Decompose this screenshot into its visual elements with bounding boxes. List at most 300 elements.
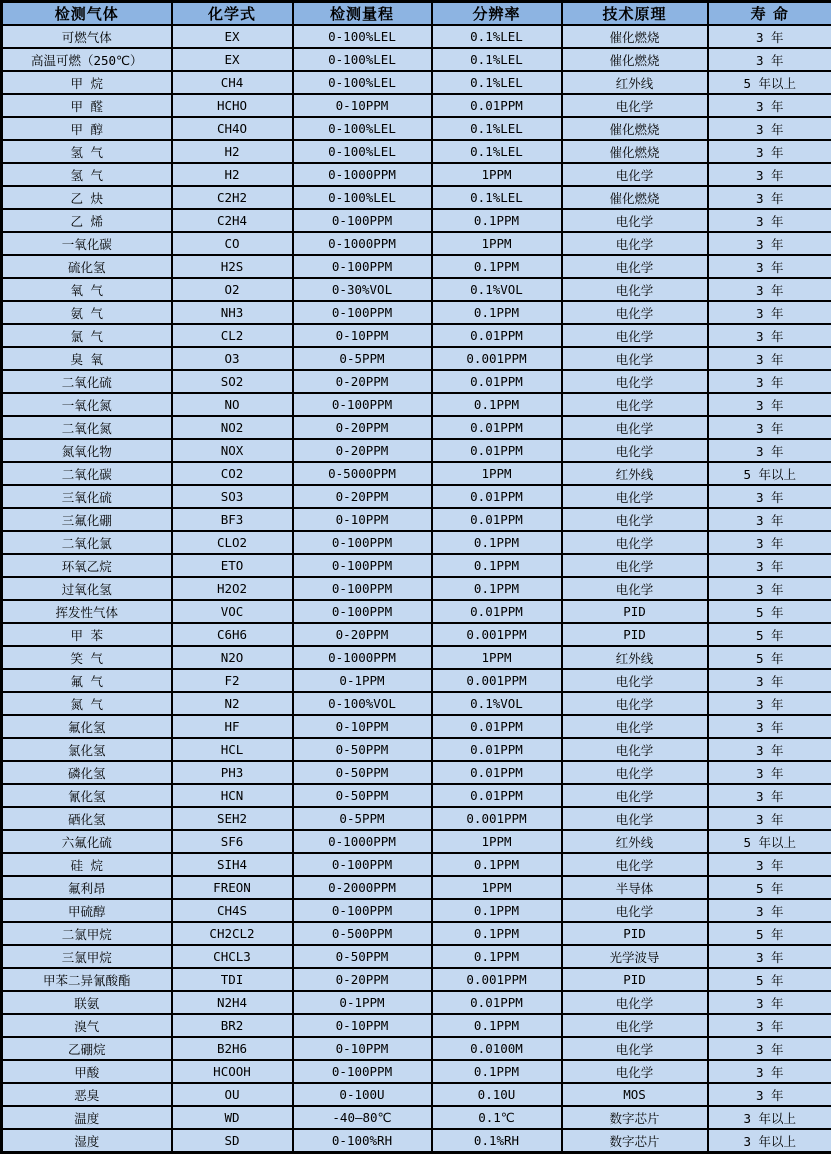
- principle-cell: 红外线: [562, 646, 708, 669]
- table-row: [2, 393, 831, 416]
- range-cell: 0-1000PPM: [293, 830, 432, 853]
- principle-cell: PID: [562, 623, 708, 646]
- resolution-cell: 0.01PPM: [432, 439, 562, 462]
- table-row: [2, 370, 831, 393]
- lifespan-cell: 3 年: [708, 991, 831, 1014]
- principle-cell: 红外线: [562, 830, 708, 853]
- header-chemical-formula: 化学式: [172, 2, 293, 26]
- formula-cell: SF6: [172, 830, 293, 853]
- gas-name-cell: 三氧化硫: [2, 485, 172, 508]
- lifespan-cell: 3 年: [708, 945, 831, 968]
- range-cell: 0-10PPM: [293, 508, 432, 531]
- range-cell: 0-100%RH: [293, 1129, 432, 1153]
- resolution-cell: 0.01PPM: [432, 600, 562, 623]
- header-technology-principle: 技术原理: [562, 2, 708, 26]
- formula-cell: SIH4: [172, 853, 293, 876]
- table-row: [2, 508, 831, 531]
- formula-cell: H2: [172, 163, 293, 186]
- principle-cell: 电化学: [562, 669, 708, 692]
- gas-name-cell: 硅 烷: [2, 853, 172, 876]
- gas-name-cell: 氯 气: [2, 324, 172, 347]
- table-row: [2, 186, 831, 209]
- formula-cell: CH4: [172, 71, 293, 94]
- range-cell: 0-20PPM: [293, 623, 432, 646]
- range-cell: 0-1000PPM: [293, 232, 432, 255]
- table-row: [2, 784, 831, 807]
- range-cell: 0-2000PPM: [293, 876, 432, 899]
- range-cell: 0-10PPM: [293, 94, 432, 117]
- lifespan-cell: 5 年: [708, 600, 831, 623]
- resolution-cell: 0.1PPM: [432, 899, 562, 922]
- formula-cell: HF: [172, 715, 293, 738]
- gas-name-cell: 温度: [2, 1106, 172, 1129]
- range-cell: 0-100U: [293, 1083, 432, 1106]
- formula-cell: ETO: [172, 554, 293, 577]
- range-cell: 0-20PPM: [293, 968, 432, 991]
- lifespan-cell: 3 年: [708, 1014, 831, 1037]
- lifespan-cell: 3 年: [708, 232, 831, 255]
- principle-cell: 电化学: [562, 416, 708, 439]
- range-cell: 0-1000PPM: [293, 163, 432, 186]
- formula-cell: O2: [172, 278, 293, 301]
- principle-cell: 电化学: [562, 1037, 708, 1060]
- principle-cell: 电化学: [562, 439, 708, 462]
- formula-cell: PH3: [172, 761, 293, 784]
- table-row: [2, 324, 831, 347]
- range-cell: 0-10PPM: [293, 1014, 432, 1037]
- gas-name-cell: 硒化氢: [2, 807, 172, 830]
- lifespan-cell: 3 年: [708, 1060, 831, 1083]
- range-cell: 0-100PPM: [293, 301, 432, 324]
- table-row: [2, 1037, 831, 1060]
- principle-cell: 电化学: [562, 899, 708, 922]
- gas-name-cell: 氢 气: [2, 163, 172, 186]
- principle-cell: 电化学: [562, 531, 708, 554]
- formula-cell: TDI: [172, 968, 293, 991]
- formula-cell: SO2: [172, 370, 293, 393]
- lifespan-cell: 5 年以上: [708, 462, 831, 485]
- resolution-cell: 0.1PPM: [432, 531, 562, 554]
- formula-cell: C2H4: [172, 209, 293, 232]
- table-row: [2, 416, 831, 439]
- table-row: [2, 623, 831, 646]
- range-cell: 0-100PPM: [293, 853, 432, 876]
- table-row: [2, 462, 831, 485]
- formula-cell: BR2: [172, 1014, 293, 1037]
- table-row: [2, 876, 831, 899]
- lifespan-cell: 5 年: [708, 922, 831, 945]
- range-cell: 0-20PPM: [293, 370, 432, 393]
- principle-cell: PID: [562, 922, 708, 945]
- resolution-cell: 0.1PPM: [432, 853, 562, 876]
- gas-name-cell: 氨 气: [2, 301, 172, 324]
- resolution-cell: 0.01PPM: [432, 324, 562, 347]
- formula-cell: HCHO: [172, 94, 293, 117]
- resolution-cell: 0.1PPM: [432, 1014, 562, 1037]
- resolution-cell: 0.01PPM: [432, 991, 562, 1014]
- header-detection-range: 检测量程: [293, 2, 432, 26]
- resolution-cell: 0.1PPM: [432, 255, 562, 278]
- range-cell: 0-100%LEL: [293, 48, 432, 71]
- gas-name-cell: 氮氧化物: [2, 439, 172, 462]
- principle-cell: 电化学: [562, 324, 708, 347]
- table-row: [2, 945, 831, 968]
- table-row: [2, 278, 831, 301]
- resolution-cell: 0.10U: [432, 1083, 562, 1106]
- formula-cell: N2O: [172, 646, 293, 669]
- range-cell: 0-50PPM: [293, 784, 432, 807]
- formula-cell: H2O2: [172, 577, 293, 600]
- header-lifespan: 寿 命: [708, 2, 831, 26]
- range-cell: 0-20PPM: [293, 485, 432, 508]
- gas-name-cell: 乙 炔: [2, 186, 172, 209]
- lifespan-cell: 3 年: [708, 186, 831, 209]
- range-cell: 0-50PPM: [293, 761, 432, 784]
- formula-cell: WD: [172, 1106, 293, 1129]
- gas-name-cell: 三氯甲烷: [2, 945, 172, 968]
- range-cell: 0-100%LEL: [293, 140, 432, 163]
- lifespan-cell: 3 年: [708, 669, 831, 692]
- resolution-cell: 0.01PPM: [432, 94, 562, 117]
- gas-name-cell: 三氟化硼: [2, 508, 172, 531]
- lifespan-cell: 3 年: [708, 48, 831, 71]
- table-row: [2, 1083, 831, 1106]
- resolution-cell: 0.1PPM: [432, 945, 562, 968]
- resolution-cell: 0.1PPM: [432, 922, 562, 945]
- range-cell: 0-100PPM: [293, 531, 432, 554]
- table-header: [2, 2, 831, 26]
- gas-name-cell: 环氧乙烷: [2, 554, 172, 577]
- range-cell: 0-100PPM: [293, 600, 432, 623]
- table-row: [2, 853, 831, 876]
- gas-name-cell: 二氧化硫: [2, 370, 172, 393]
- lifespan-cell: 3 年: [708, 439, 831, 462]
- principle-cell: 电化学: [562, 577, 708, 600]
- principle-cell: 数字芯片: [562, 1129, 708, 1153]
- range-cell: 0-30%VOL: [293, 278, 432, 301]
- formula-cell: EX: [172, 25, 293, 48]
- formula-cell: EX: [172, 48, 293, 71]
- table-row: [2, 761, 831, 784]
- formula-cell: SO3: [172, 485, 293, 508]
- table-row: [2, 48, 831, 71]
- formula-cell: HCL: [172, 738, 293, 761]
- lifespan-cell: 3 年: [708, 209, 831, 232]
- header-gas-name: 检测气体: [2, 2, 172, 26]
- range-cell: 0-100%LEL: [293, 186, 432, 209]
- table-row: [2, 25, 831, 48]
- resolution-cell: 0.001PPM: [432, 623, 562, 646]
- range-cell: 0-100PPM: [293, 899, 432, 922]
- gas-name-cell: 溴气: [2, 1014, 172, 1037]
- formula-cell: CHCL3: [172, 945, 293, 968]
- principle-cell: PID: [562, 600, 708, 623]
- principle-cell: 催化燃烧: [562, 25, 708, 48]
- resolution-cell: 0.1PPM: [432, 301, 562, 324]
- table-row: [2, 209, 831, 232]
- range-cell: 0-5000PPM: [293, 462, 432, 485]
- principle-cell: 催化燃烧: [562, 140, 708, 163]
- range-cell: 0-20PPM: [293, 439, 432, 462]
- principle-cell: 催化燃烧: [562, 117, 708, 140]
- lifespan-cell: 3 年: [708, 94, 831, 117]
- formula-cell: CO: [172, 232, 293, 255]
- principle-cell: 电化学: [562, 1060, 708, 1083]
- lifespan-cell: 3 年: [708, 807, 831, 830]
- resolution-cell: 0.001PPM: [432, 669, 562, 692]
- formula-cell: N2: [172, 692, 293, 715]
- resolution-cell: 0.1PPM: [432, 577, 562, 600]
- resolution-cell: 0.1%LEL: [432, 48, 562, 71]
- principle-cell: 电化学: [562, 232, 708, 255]
- gas-name-cell: 一氧化碳: [2, 232, 172, 255]
- formula-cell: FREON: [172, 876, 293, 899]
- formula-cell: SD: [172, 1129, 293, 1153]
- resolution-cell: 0.01PPM: [432, 485, 562, 508]
- resolution-cell: 0.001PPM: [432, 807, 562, 830]
- lifespan-cell: 3 年: [708, 301, 831, 324]
- gas-name-cell: 氮 气: [2, 692, 172, 715]
- lifespan-cell: 3 年: [708, 416, 831, 439]
- lifespan-cell: 3 年: [708, 278, 831, 301]
- principle-cell: 电化学: [562, 554, 708, 577]
- gas-name-cell: 臭 氧: [2, 347, 172, 370]
- resolution-cell: 0.1PPM: [432, 393, 562, 416]
- gas-name-cell: 氯化氢: [2, 738, 172, 761]
- range-cell: 0-50PPM: [293, 945, 432, 968]
- table-row: [2, 692, 831, 715]
- gas-name-cell: 湿度: [2, 1129, 172, 1153]
- gas-name-cell: 甲苯二异氰酸酯: [2, 968, 172, 991]
- resolution-cell: 1PPM: [432, 646, 562, 669]
- range-cell: 0-5PPM: [293, 347, 432, 370]
- lifespan-cell: 3 年: [708, 761, 831, 784]
- resolution-cell: 0.1PPM: [432, 1060, 562, 1083]
- lifespan-cell: 3 年: [708, 485, 831, 508]
- formula-cell: CH4O: [172, 117, 293, 140]
- principle-cell: 电化学: [562, 485, 708, 508]
- formula-cell: CL2: [172, 324, 293, 347]
- gas-name-cell: 氟化氢: [2, 715, 172, 738]
- header-resolution: 分辨率: [432, 2, 562, 26]
- lifespan-cell: 3 年以上: [708, 1129, 831, 1153]
- table-row: [2, 899, 831, 922]
- principle-cell: 半导体: [562, 876, 708, 899]
- resolution-cell: 1PPM: [432, 232, 562, 255]
- table-row: [2, 140, 831, 163]
- range-cell: 0-100%LEL: [293, 71, 432, 94]
- gas-name-cell: 笑 气: [2, 646, 172, 669]
- formula-cell: CO2: [172, 462, 293, 485]
- lifespan-cell: 3 年: [708, 508, 831, 531]
- gas-name-cell: 磷化氢: [2, 761, 172, 784]
- formula-cell: OU: [172, 1083, 293, 1106]
- principle-cell: 电化学: [562, 738, 708, 761]
- table-row: [2, 646, 831, 669]
- range-cell: 0-50PPM: [293, 738, 432, 761]
- table-row: [2, 922, 831, 945]
- lifespan-cell: 3 年: [708, 738, 831, 761]
- gas-name-cell: 六氟化硫: [2, 830, 172, 853]
- lifespan-cell: 5 年以上: [708, 71, 831, 94]
- gas-name-cell: 二氧化氯: [2, 531, 172, 554]
- principle-cell: 红外线: [562, 462, 708, 485]
- formula-cell: NO2: [172, 416, 293, 439]
- lifespan-cell: 3 年: [708, 324, 831, 347]
- table-row: [2, 94, 831, 117]
- table-row: [2, 485, 831, 508]
- range-cell: 0-100PPM: [293, 255, 432, 278]
- gas-name-cell: 二氧化碳: [2, 462, 172, 485]
- gas-name-cell: 恶臭: [2, 1083, 172, 1106]
- resolution-cell: 0.1℃: [432, 1106, 562, 1129]
- table-row: [2, 669, 831, 692]
- resolution-cell: 0.1%LEL: [432, 117, 562, 140]
- gas-name-cell: 联氨: [2, 991, 172, 1014]
- lifespan-cell: 3 年: [708, 163, 831, 186]
- gas-name-cell: 硫化氢: [2, 255, 172, 278]
- lifespan-cell: 3 年: [708, 554, 831, 577]
- principle-cell: 电化学: [562, 94, 708, 117]
- lifespan-cell: 3 年: [708, 393, 831, 416]
- lifespan-cell: 3 年: [708, 25, 831, 48]
- table-row: [2, 600, 831, 623]
- table-row: [2, 255, 831, 278]
- lifespan-cell: 3 年: [708, 117, 831, 140]
- resolution-cell: 0.1%LEL: [432, 25, 562, 48]
- range-cell: 0-100%VOL: [293, 692, 432, 715]
- principle-cell: 电化学: [562, 853, 708, 876]
- principle-cell: 电化学: [562, 278, 708, 301]
- principle-cell: 电化学: [562, 991, 708, 1014]
- formula-cell: H2S: [172, 255, 293, 278]
- resolution-cell: 0.001PPM: [432, 347, 562, 370]
- gas-name-cell: 可燃气体: [2, 25, 172, 48]
- formula-cell: C2H2: [172, 186, 293, 209]
- table-row: [2, 347, 831, 370]
- resolution-cell: 0.1%VOL: [432, 692, 562, 715]
- resolution-cell: 0.01PPM: [432, 784, 562, 807]
- table-row: [2, 1129, 831, 1153]
- formula-cell: VOC: [172, 600, 293, 623]
- table-body: [2, 25, 831, 1153]
- formula-cell: CLO2: [172, 531, 293, 554]
- range-cell: -40—80℃: [293, 1106, 432, 1129]
- principle-cell: 电化学: [562, 784, 708, 807]
- table-row: [2, 991, 831, 1014]
- formula-cell: CH2CL2: [172, 922, 293, 945]
- gas-name-cell: 氟 气: [2, 669, 172, 692]
- table-row: [2, 163, 831, 186]
- range-cell: 0-10PPM: [293, 1037, 432, 1060]
- range-cell: 0-100PPM: [293, 209, 432, 232]
- range-cell: 0-500PPM: [293, 922, 432, 945]
- resolution-cell: 0.1%RH: [432, 1129, 562, 1153]
- resolution-cell: 0.01PPM: [432, 761, 562, 784]
- resolution-cell: 0.1PPM: [432, 554, 562, 577]
- formula-cell: H2: [172, 140, 293, 163]
- range-cell: 0-100%LEL: [293, 25, 432, 48]
- gas-name-cell: 氰化氢: [2, 784, 172, 807]
- principle-cell: PID: [562, 968, 708, 991]
- resolution-cell: 0.01PPM: [432, 370, 562, 393]
- lifespan-cell: 3 年: [708, 370, 831, 393]
- gas-name-cell: 甲 烷: [2, 71, 172, 94]
- table-row: [2, 577, 831, 600]
- table-row: [2, 301, 831, 324]
- formula-cell: NO: [172, 393, 293, 416]
- gas-name-cell: 过氧化氢: [2, 577, 172, 600]
- range-cell: 0-100%LEL: [293, 117, 432, 140]
- resolution-cell: 0.001PPM: [432, 968, 562, 991]
- table-row: [2, 1106, 831, 1129]
- gas-name-cell: 氟利昂: [2, 876, 172, 899]
- resolution-cell: 0.01PPM: [432, 738, 562, 761]
- principle-cell: 数字芯片: [562, 1106, 708, 1129]
- gas-name-cell: 甲 苯: [2, 623, 172, 646]
- lifespan-cell: 3 年: [708, 140, 831, 163]
- range-cell: 0-20PPM: [293, 416, 432, 439]
- principle-cell: 催化燃烧: [562, 186, 708, 209]
- resolution-cell: 0.01PPM: [432, 508, 562, 531]
- formula-cell: NH3: [172, 301, 293, 324]
- resolution-cell: 0.1%LEL: [432, 186, 562, 209]
- principle-cell: 电化学: [562, 761, 708, 784]
- principle-cell: 红外线: [562, 71, 708, 94]
- formula-cell: CH4S: [172, 899, 293, 922]
- table-row: [2, 554, 831, 577]
- range-cell: 0-100PPM: [293, 1060, 432, 1083]
- formula-cell: B2H6: [172, 1037, 293, 1060]
- principle-cell: 电化学: [562, 301, 708, 324]
- lifespan-cell: 3 年: [708, 1083, 831, 1106]
- lifespan-cell: 3 年: [708, 784, 831, 807]
- resolution-cell: 0.1%LEL: [432, 71, 562, 94]
- principle-cell: 催化燃烧: [562, 48, 708, 71]
- gas-name-cell: 高温可燃（250℃）: [2, 48, 172, 71]
- table-row: [2, 830, 831, 853]
- gas-name-cell: 氢 气: [2, 140, 172, 163]
- gas-name-cell: 挥发性气体: [2, 600, 172, 623]
- table-row: [2, 117, 831, 140]
- lifespan-cell: 5 年: [708, 876, 831, 899]
- lifespan-cell: 3 年: [708, 715, 831, 738]
- formula-cell: BF3: [172, 508, 293, 531]
- gas-name-cell: 甲 醇: [2, 117, 172, 140]
- table-row: [2, 1014, 831, 1037]
- gas-name-cell: 乙 烯: [2, 209, 172, 232]
- lifespan-cell: 3 年: [708, 692, 831, 715]
- resolution-cell: 0.01PPM: [432, 416, 562, 439]
- table-row: [2, 439, 831, 462]
- principle-cell: 电化学: [562, 209, 708, 232]
- range-cell: 0-100PPM: [293, 554, 432, 577]
- range-cell: 0-1PPM: [293, 669, 432, 692]
- table-row: [2, 968, 831, 991]
- resolution-cell: 1PPM: [432, 163, 562, 186]
- principle-cell: MOS: [562, 1083, 708, 1106]
- header-row: [2, 2, 831, 26]
- principle-cell: 电化学: [562, 692, 708, 715]
- table-row: [2, 531, 831, 554]
- resolution-cell: 0.01PPM: [432, 715, 562, 738]
- range-cell: 0-10PPM: [293, 324, 432, 347]
- range-cell: 0-1000PPM: [293, 646, 432, 669]
- principle-cell: 电化学: [562, 807, 708, 830]
- lifespan-cell: 5 年: [708, 646, 831, 669]
- range-cell: 0-100PPM: [293, 393, 432, 416]
- gas-name-cell: 二氯甲烷: [2, 922, 172, 945]
